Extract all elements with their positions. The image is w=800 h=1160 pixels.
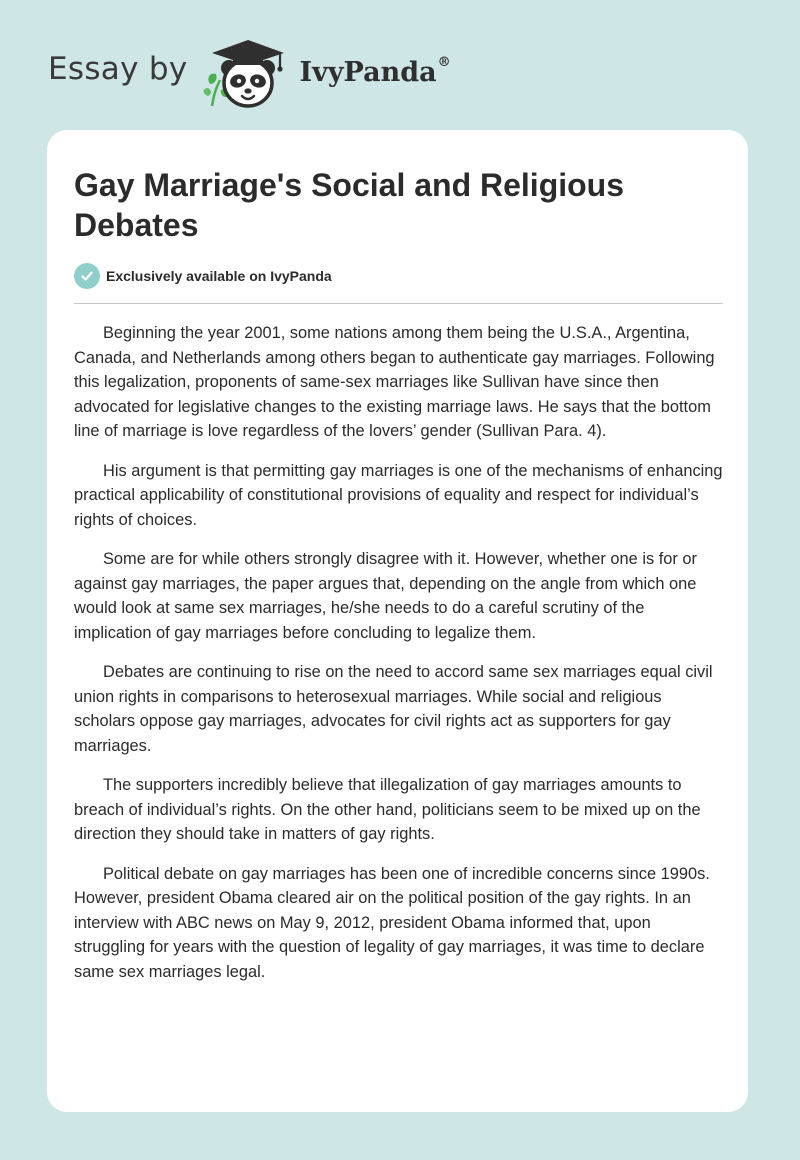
paragraph: Some are for while others strongly disagree with it. However, whether one is for or against gay marriages, the paper argues that, depending on the angle from which one would look at same sex marriages, he/she needs to do a careful scrutiny of the implication of gay marriages before concluding to legalize them. [74, 550, 697, 642]
check-circle-icon [74, 263, 100, 289]
essay-body [74, 321, 726, 999]
paragraph: Beginning the year 2001, some nations among them being the U.S.A., Argentina, Canada, and Netherlands among others began to authenticate gay marriages. Following this legalization, proponents of same-sex marriages like Sullivan have since then advocated for legislative changes to the existing marriage laws. He says that the bottom line of marriage is love regardless of the lovers’ gender (Sullivan Para. 4). [74, 324, 715, 440]
essay-card [47, 130, 748, 1112]
paragraph: Political debate on gay marriages has been one of incredible concerns since 1990s. However, president Obama cleared air on the political position of the gay rights. In an interview with ABC news on May 9, 2012, president Obama informed that, upon struggling for years with the question of legality of gay marriages, it was time to declare same sex marriages legal. [74, 864, 710, 981]
panda-graduate-logo-icon[interactable] [202, 36, 294, 112]
paragraph: His argument is that permitting gay marriages is one of the mechanisms of enhancing practical applicability of constitutional provisions of equality and respect for individual’s rights of choices. [74, 461, 723, 529]
essay-by-label: Essay by [48, 51, 188, 87]
page-title: Gay Marriage's Social and Religious Debates [74, 167, 625, 243]
exclusive-badge [74, 263, 332, 289]
brand-name[interactable]: IvyPanda® [299, 54, 451, 88]
exclusive-label: Exclusively available on IvyPanda [106, 268, 332, 284]
paragraph: The supporters incredibly believe that illegalization of gay marriages amounts to breach of individual’s rights. On the other hand, politicians seem to be mixed up on the direction they should take in matters of gay rights. [74, 776, 701, 843]
paragraph: Debates are continuing to rise on the need to accord same sex marriages equal civil union rights in comparisons to heterosexual marriages. While social and religious scholars oppose gay marriages, advocates for civil rights act as supporters for gay marriages. [74, 663, 713, 755]
divider [74, 303, 723, 304]
registered-mark: ® [437, 54, 451, 70]
site-header [48, 34, 451, 114]
